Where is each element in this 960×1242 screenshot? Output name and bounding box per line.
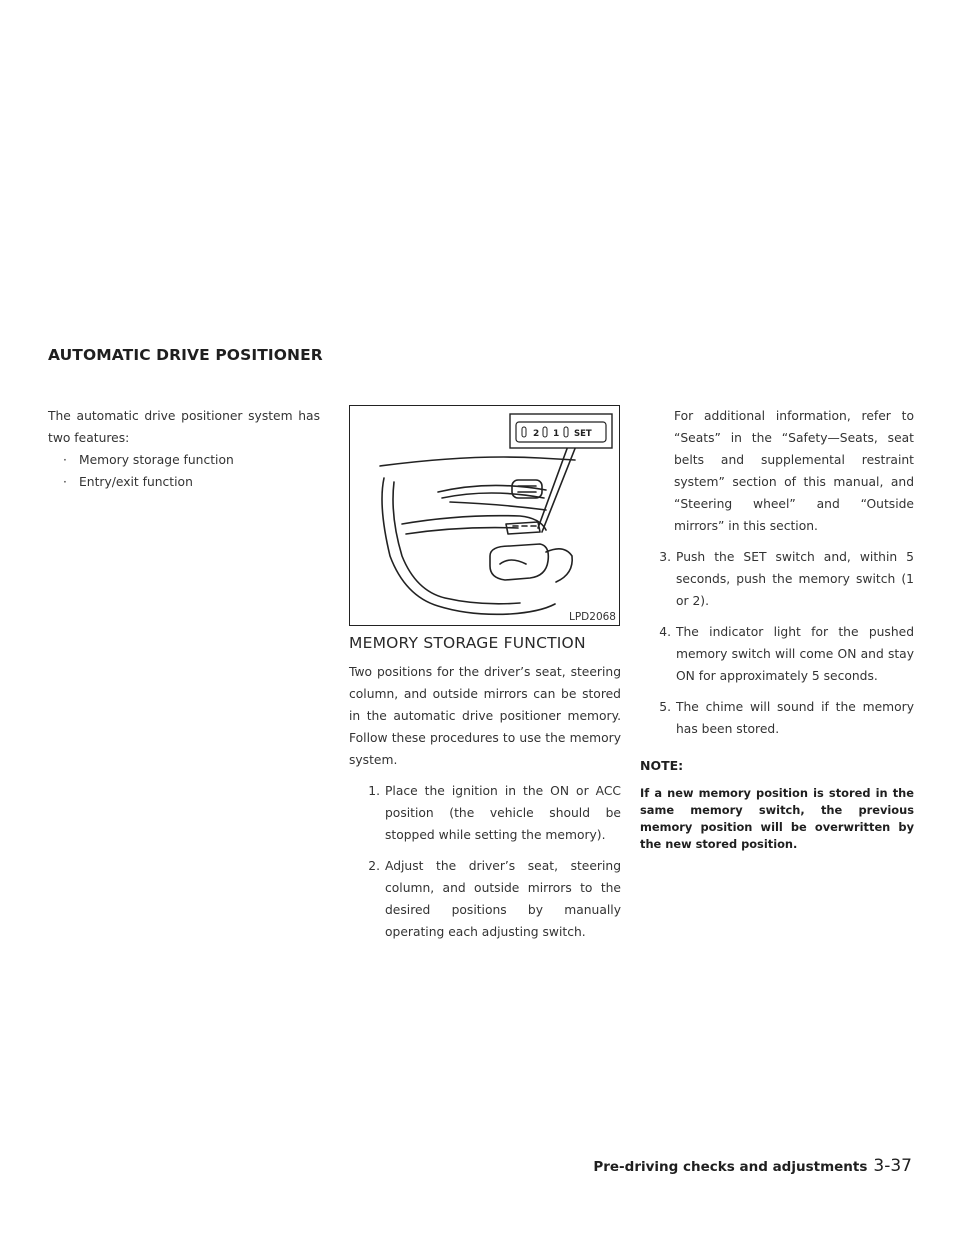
- step-list-continued: [640, 546, 914, 740]
- step-text: Place the ignition in the ON or ACC position (the vehicle should be stopped while setting the memory).: [385, 784, 621, 842]
- note-text: If a new memory position is stored in the same memory switch, the previous memory position will be overwritten by the new stored position.: [640, 786, 914, 851]
- figure-code: LPD2068: [569, 611, 616, 623]
- door-panel-drawing: [350, 406, 620, 626]
- step-text: Adjust the driver’s seat, steering column, and outside mirrors to the desired positions by manually operating each adjusting switch.: [385, 859, 621, 939]
- step-text: The indicator light for the pushed memory switch will come ON and stay ON for approximately 5 seconds.: [676, 625, 914, 683]
- feature-list: [48, 449, 320, 493]
- column-3: [640, 405, 914, 853]
- step-number: 4.: [659, 625, 671, 639]
- section-title: AUTOMATIC DRIVE POSITIONER: [48, 346, 323, 364]
- switch-label-set: SET: [574, 429, 592, 439]
- switch-label-2: 2: [533, 429, 540, 439]
- note-label: NOTE:: [640, 758, 684, 773]
- bullet-icon: ·: [63, 475, 67, 489]
- feature-memory-storage: Memory storage function: [79, 453, 234, 467]
- step-number: 3.: [659, 550, 671, 564]
- list-item: [349, 780, 621, 846]
- step-list: [349, 780, 621, 943]
- step-text: The chime will sound if the memory has been stored.: [676, 700, 914, 736]
- switch-label-1: 1: [553, 429, 560, 439]
- page-footer: [593, 1156, 912, 1176]
- list-item: [63, 471, 320, 493]
- footer-chapter-title: Pre-driving checks and adjustments: [593, 1159, 868, 1175]
- door-panel-illustration: [349, 405, 620, 626]
- step-text: Push the SET switch and, within 5 seconds, push the memory switch (1 or 2).: [676, 550, 914, 608]
- subsection-heading: MEMORY STORAGE FUNCTION: [349, 634, 586, 652]
- column-2: [349, 405, 621, 943]
- list-item: [349, 855, 621, 943]
- memory-intro: Two positions for the driver’s seat, steering column, and outside mirrors can be stored in the automatic drive positioner memory. Follow these procedures to use the memory system.: [349, 665, 621, 767]
- list-item: [63, 449, 320, 471]
- list-item: [640, 546, 914, 612]
- bullet-icon: ·: [63, 453, 67, 467]
- list-item: [640, 696, 914, 740]
- step-2-continued: For additional information, refer to “Seats” in the “Safety—Seats, seat belts and supplemental restraint system” section of this manual, and “Steering wheel” and “Outside mirrors” in this section.: [674, 409, 914, 533]
- page-number: 3-37: [873, 1156, 912, 1176]
- column-1: [48, 405, 320, 493]
- step-number: 5.: [659, 700, 671, 714]
- step-number: 1.: [368, 784, 380, 798]
- feature-entry-exit: Entry/exit function: [79, 475, 193, 489]
- intro-paragraph: The automatic drive positioner system has two features:: [48, 409, 320, 445]
- list-item: [640, 621, 914, 687]
- step-number: 2.: [368, 859, 380, 873]
